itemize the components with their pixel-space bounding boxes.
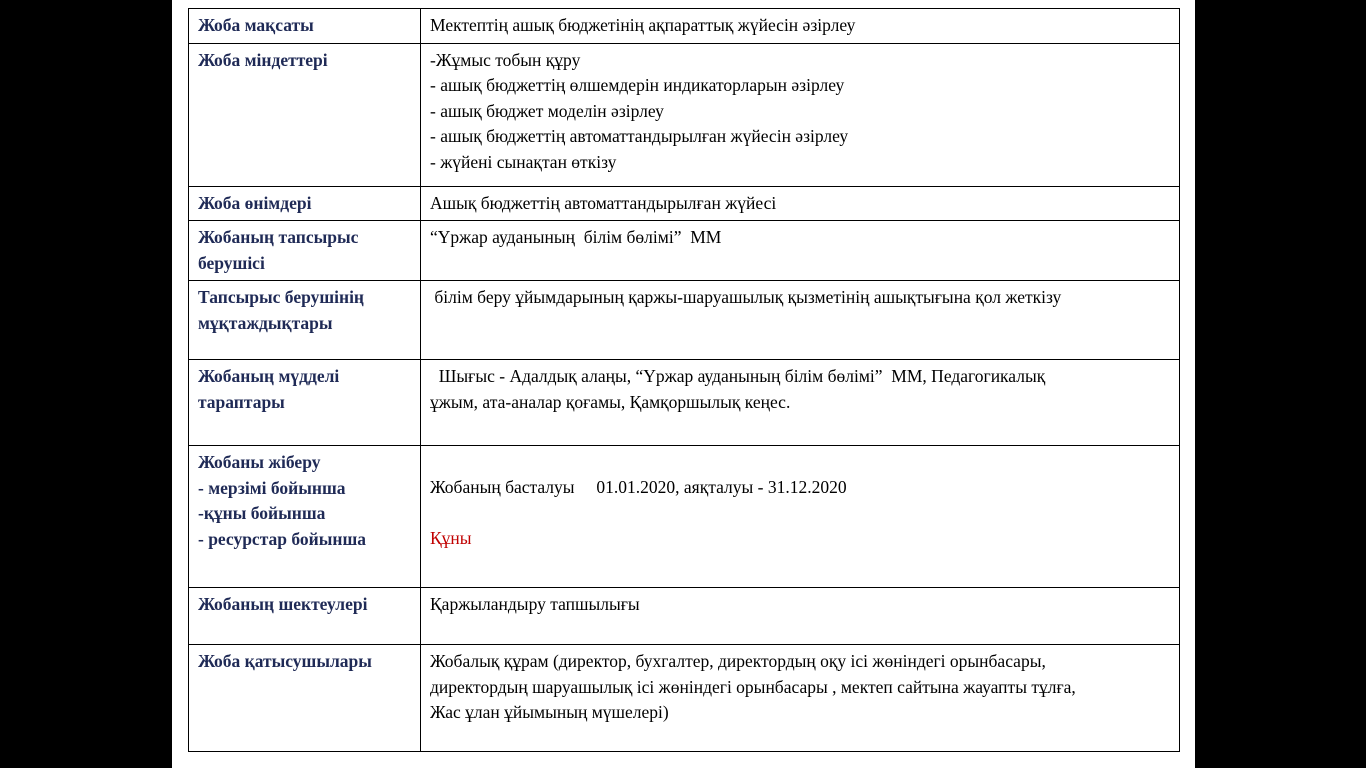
label-line: Жобаның тапсырыс xyxy=(198,227,359,247)
value-line: Қаржыландыру тапшылығы xyxy=(430,594,640,614)
task-item: - ашық бюджеттің автоматтандырылған жүйесін әзірлеу xyxy=(430,126,849,146)
label-line: Тапсырыс берушінің xyxy=(198,287,365,307)
table-row-project-customer xyxy=(189,221,1180,281)
spacer xyxy=(430,450,1170,475)
task-item: -Жұмыс тобын құру xyxy=(430,49,581,70)
spacer xyxy=(430,501,1170,526)
row-value xyxy=(421,221,1180,281)
row-value xyxy=(421,588,1180,645)
row-value xyxy=(421,9,1180,44)
project-cost: Құны xyxy=(430,527,472,548)
value-line: директордың шаруашылық ісі жөніндегі орынбасары , мектеп сайтына жауапты тұлға, xyxy=(430,676,1076,697)
table-row-stakeholders xyxy=(189,360,1180,446)
table-row-customer-needs xyxy=(189,281,1180,360)
task-item: - жүйені сынақтан өткізу xyxy=(430,151,617,172)
value-line: Жас ұлан ұйымының мүшелері) xyxy=(430,702,669,722)
row-label xyxy=(189,221,421,281)
table-row-project-products xyxy=(189,186,1180,221)
label-line: - ресурстар бойынша xyxy=(198,528,366,549)
label-line: Жоба қатысушылары xyxy=(198,651,372,671)
value-line: “Үржар ауданының білім бөлімі” ММ xyxy=(430,227,722,247)
value-line: Жобалық құрам (директор, бухгалтер, директордың оқу ісі жөніндегі орынбасары, xyxy=(430,651,1046,671)
label-line: Жоба өнімдері xyxy=(198,192,312,213)
row-value xyxy=(421,645,1180,752)
row-label xyxy=(189,186,421,221)
value-line: білім беру ұйымдарының қаржы-шаруашылық қызметінің ашықтығына қол жеткізу xyxy=(430,287,1062,307)
project-dates: Жобаның басталуы 01.01.2020, аяқталуы - 31.12.2020 xyxy=(430,477,847,497)
row-value xyxy=(421,446,1180,588)
table-row-project-participants xyxy=(189,645,1180,752)
table-row-project-launch xyxy=(189,446,1180,588)
label-line: Жоба міндеттері xyxy=(198,49,328,70)
value-line: Ашық бюджеттің автоматтандырылған жүйесі xyxy=(430,192,777,213)
table-row-project-constraints xyxy=(189,588,1180,645)
row-label xyxy=(189,43,421,186)
row-label xyxy=(189,645,421,752)
label-line: - мерзімі бойынша xyxy=(198,477,346,498)
row-value xyxy=(421,186,1180,221)
label-line: -құны бойынша xyxy=(198,503,326,523)
row-label xyxy=(189,360,421,446)
value-line: Шығыс - Адалдық алаңы, “Үржар ауданының білім бөлімі” ММ, Педагогикалық xyxy=(430,366,1046,386)
row-label xyxy=(189,9,421,44)
value-line: ұжым, ата-аналар қоғамы, Қамқоршылық кеңес. xyxy=(430,391,791,412)
slide-page xyxy=(172,0,1195,768)
label-line: Жоба мақсаты xyxy=(198,15,314,35)
label-line: Жобаның мүдделі xyxy=(198,366,340,386)
table-row-project-tasks xyxy=(189,43,1180,186)
row-label xyxy=(189,281,421,360)
label-line: тараптары xyxy=(198,391,285,412)
row-value xyxy=(421,43,1180,186)
label-line: Жобаны жіберу xyxy=(198,452,321,472)
row-label xyxy=(189,588,421,645)
row-value xyxy=(421,281,1180,360)
label-line: мұқтаждықтары xyxy=(198,312,333,333)
row-value xyxy=(421,360,1180,446)
label-line: берушісі xyxy=(198,252,265,273)
project-passport-table xyxy=(188,8,1180,752)
table-row-project-goal xyxy=(189,9,1180,44)
task-item: - ашық бюджеттің өлшемдерін индикаторларын әзірлеу xyxy=(430,75,845,95)
label-line: Жобаның шектеулері xyxy=(198,594,368,614)
value-line: Мектептің ашық бюджетінің ақпараттық жүйесін әзірлеу xyxy=(430,15,856,35)
task-item: - ашық бюджет моделін әзірлеу xyxy=(430,100,664,121)
row-label xyxy=(189,446,421,588)
